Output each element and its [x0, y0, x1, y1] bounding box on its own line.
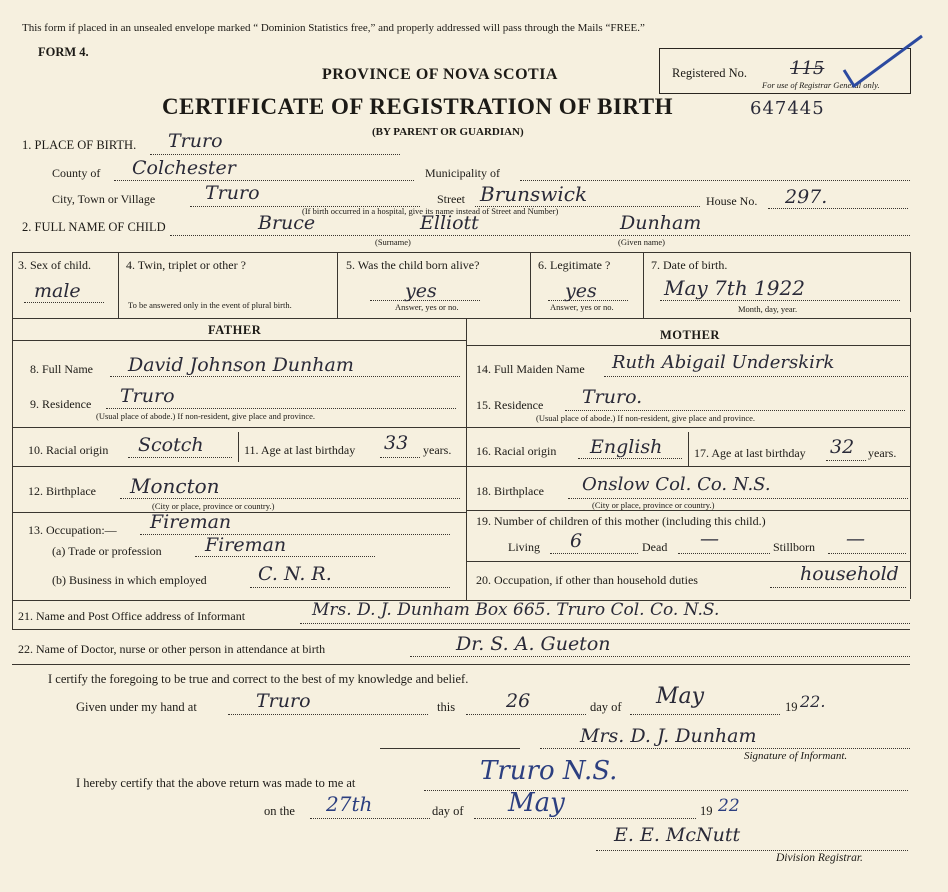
province-heading: PROVINCE OF NOVA SCOTIA — [322, 66, 558, 83]
place-of-birth-value: Truro — [168, 130, 223, 152]
trade-label: (a) Trade or profession — [52, 544, 162, 558]
page-subtitle: (BY PARENT OR GUARDIAN) — [372, 126, 524, 138]
mother-birthplace-label: 18. Birthplace — [476, 484, 544, 498]
mother-residence-value: Truro. — [582, 386, 643, 408]
certify-statement: I certify the foregoing to be true and correct to the best of my knowledge and belief. — [48, 672, 469, 686]
mother-years: years. — [868, 446, 897, 460]
county-value: Colchester — [132, 157, 236, 179]
hospital-note: (If birth occurred in a hospital, give its name instead of Street and Number) — [302, 206, 559, 216]
mother-occupation-label: 20. Occupation, if other than household duties — [476, 573, 698, 587]
registrar-use-note: For use of Registrar General only. — [762, 80, 880, 90]
mother-age-value: 32 — [830, 436, 855, 458]
legitimate-label: 6. Legitimate ? — [538, 258, 611, 272]
stillborn-label: Stillborn — [773, 540, 816, 554]
surname-caption: (Surname) — [375, 237, 411, 247]
stamp-number: 647445 — [750, 98, 825, 119]
doctor-value: Dr. S. A. Gueton — [456, 633, 611, 655]
alive-label: 5. Was the child born alive? — [346, 258, 480, 272]
legitimate-note: Answer, yes or no. — [550, 302, 614, 312]
father-birthplace-label: 12. Birthplace — [28, 484, 96, 498]
registrar-year-prefix: 19 — [700, 804, 713, 818]
mother-heading: MOTHER — [660, 328, 720, 342]
mother-abode-note: (Usual place of abode.) If non-resident, give place and province. — [536, 413, 756, 423]
day-of-label: day of — [590, 700, 622, 714]
this-day-value: 26 — [506, 690, 531, 712]
date-note: Month, day, year. — [738, 304, 798, 314]
given-label: Given under my hand at — [76, 700, 197, 714]
page-title: CERTIFICATE OF REGISTRATION OF BIRTH — [162, 94, 673, 119]
form-number: FORM 4. — [38, 45, 89, 59]
registrar-signature: E. E. McNutt — [614, 824, 741, 846]
living-label: Living — [508, 540, 540, 554]
this-label: this — [437, 700, 456, 714]
check-mark-icon — [840, 30, 930, 90]
registrar-day-value: 27th — [326, 792, 373, 816]
dead-label: Dead — [642, 540, 668, 554]
father-abode-note: (Usual place of abode.) If non-resident, give place and province. — [96, 411, 316, 421]
registrar-statement: I hereby certify that the above return was made to me at — [76, 776, 356, 790]
mother-racial-label: 16. Racial origin — [476, 444, 557, 458]
county-label: County of — [52, 166, 101, 180]
mother-name-value: Ruth Abigail Underskirk — [612, 352, 835, 373]
registrar-day-of-label: day of — [432, 804, 464, 818]
mother-name-label: 14. Full Maiden Name — [476, 362, 585, 376]
father-birthplace-value: Moncton — [130, 474, 220, 498]
child-given-value: Dunham — [620, 212, 702, 234]
father-birthplace-note: (City or place, province or country.) — [152, 501, 275, 511]
father-residence-value: Truro — [120, 385, 175, 407]
father-occupation-label: 13. Occupation:— — [28, 523, 117, 537]
postal-notice: This form if placed in an unsealed envelope marked “ Dominion Statistics free,” and properly addressed will pass through the Mails “FREE.” — [22, 22, 645, 34]
given-name-caption: (Given name) — [618, 237, 665, 247]
dead-value: — — [700, 528, 719, 550]
alive-note: Answer, yes or no. — [395, 302, 459, 312]
doctor-label: 22. Name of Doctor, nurse or other person in attendance at birth — [18, 642, 326, 656]
living-value: 6 — [570, 530, 583, 552]
father-residence-label: 9. Residence — [30, 397, 92, 411]
father-heading: FATHER — [208, 323, 262, 337]
sex-value: male — [34, 280, 81, 302]
mother-birthplace-note: (City or place, province or country.) — [592, 500, 715, 510]
registrar-year-suffix: 22 — [718, 796, 740, 816]
child-name-label: 2. FULL NAME OF CHILD — [22, 220, 166, 234]
sex-label: 3. Sex of child. — [18, 258, 91, 272]
children-count-label: 19. Number of children of this mother (including this child.) — [476, 514, 766, 528]
mother-birthplace-value: Onslow Col. Co. N.S. — [582, 474, 771, 495]
informant-label: 21. Name and Post Office address of Informant — [18, 609, 246, 623]
house-value: 297. — [785, 186, 828, 208]
child-middle-value: Elliott — [420, 212, 479, 234]
father-racial-value: Scotch — [138, 434, 204, 456]
informant-signature: Mrs. D. J. Dunham — [580, 725, 757, 747]
given-place-value: Truro — [256, 690, 311, 712]
father-age-label: 11. Age at last birthday — [244, 443, 356, 457]
father-occupation-value: Fireman — [150, 511, 232, 533]
date-of-birth-label: 7. Date of birth. — [651, 258, 728, 272]
registrar-place-value: Truro N.S. — [480, 756, 618, 786]
business-value: C. N. R. — [258, 563, 332, 585]
year-prefix: 19 — [785, 700, 798, 714]
alive-value: yes — [405, 280, 437, 302]
mother-occupation-value: household — [800, 563, 899, 585]
registrar-caption: Division Registrar. — [776, 852, 863, 864]
mother-age-label: 17. Age at last birthday — [694, 446, 806, 460]
business-label: (b) Business in which employed — [52, 573, 207, 587]
mother-residence-label: 15. Residence — [476, 398, 544, 412]
child-surname-value: Bruce — [258, 212, 316, 234]
year-suffix: 22. — [800, 692, 826, 711]
trade-value: Fireman — [205, 534, 287, 556]
registered-label: Registered No. — [672, 66, 747, 80]
municipality-label: Municipality of — [425, 166, 500, 180]
place-of-birth-label: 1. PLACE OF BIRTH. — [22, 138, 137, 152]
registered-number: 115 — [790, 58, 825, 79]
street-label: Street — [437, 192, 465, 206]
informant-value: Mrs. D. J. Dunham Box 665. Truro Col. Co. N.S. — [312, 600, 720, 620]
signature-caption: Signature of Informant. — [744, 750, 848, 762]
father-years: years. — [423, 443, 452, 457]
father-age-value: 33 — [384, 432, 409, 454]
stillborn-value: — — [846, 528, 865, 550]
father-racial-label: 10. Racial origin — [28, 443, 109, 457]
father-name-label: 8. Full Name — [30, 362, 93, 376]
month-value: May — [656, 684, 705, 709]
house-label: House No. — [706, 194, 758, 208]
date-of-birth-value: May 7th 1922 — [664, 276, 805, 300]
father-name-value: David Johnson Dunham — [128, 354, 354, 376]
registrar-month-value: May — [508, 788, 565, 818]
mother-racial-value: English — [590, 436, 663, 458]
on-the-label: on the — [264, 804, 295, 818]
city-label: City, Town or Village — [52, 192, 156, 206]
twin-note: To be answered only in the event of plural birth. — [128, 300, 292, 310]
city-value: Truro — [205, 182, 260, 204]
legitimate-value: yes — [565, 280, 597, 302]
twin-label: 4. Twin, triplet or other ? — [126, 258, 246, 272]
street-value: Brunswick — [480, 182, 588, 206]
